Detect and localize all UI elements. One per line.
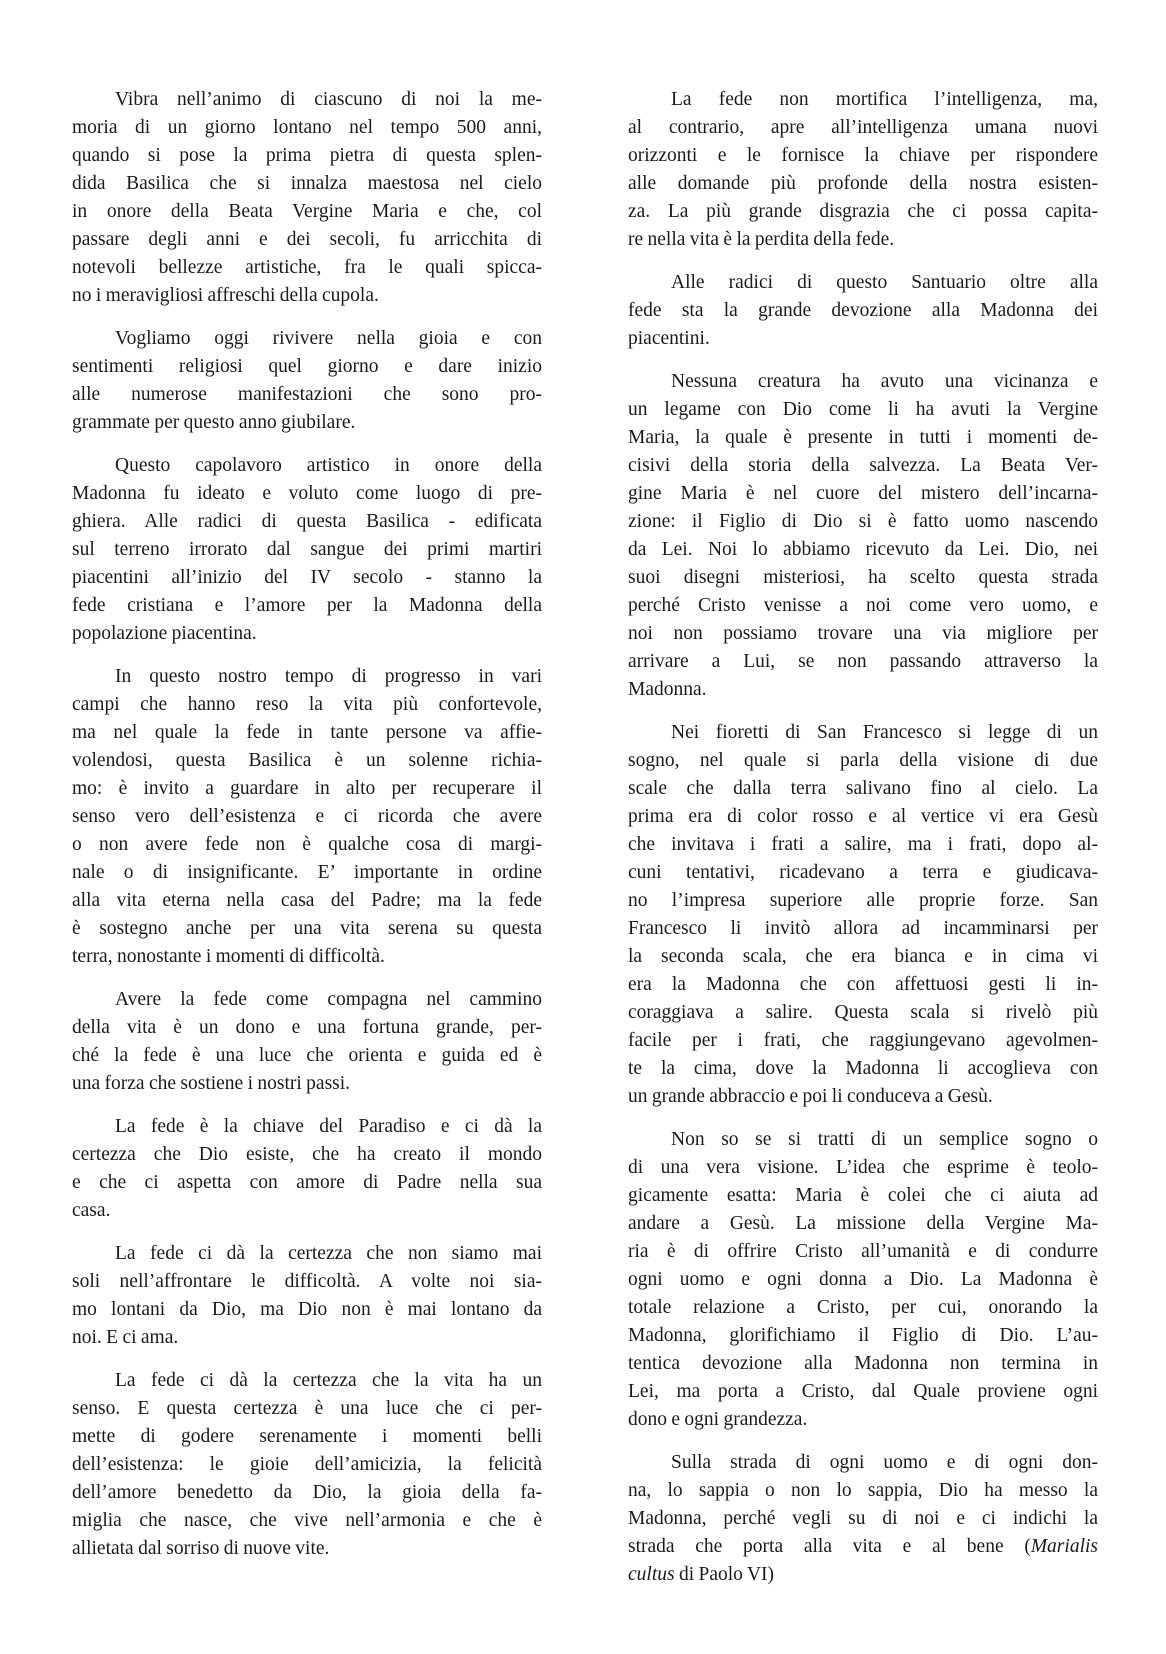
- text-line: senso vero dell’esistenza e ci ricorda che avere: [72, 806, 542, 827]
- text-line: una forza che sostiene i nostri passi.: [72, 1073, 351, 1094]
- text-line: alle domande più profonde della nostra esisten-: [628, 173, 1098, 194]
- text-line: miglia che nasce, che vive nell’armonia e che è: [72, 1510, 542, 1531]
- text-line: un grande abbraccio e poi li conduceva a Gesù.: [628, 1086, 993, 1107]
- text-line: che invitava i frati a salire, ma i frati, dopo al-: [628, 834, 1098, 855]
- text-line: noi. E ci ama.: [72, 1327, 179, 1348]
- text-line: o non avere fede non è qualche cosa di margi-: [72, 834, 542, 855]
- text-line: suoi disegni misteriosi, ha scelto questa strada: [628, 567, 1098, 588]
- text-line: un legame con Dio come li ha avuti la Vergine: [628, 399, 1098, 420]
- text-line: Vogliamo oggi rivivere nella gioia e con: [115, 328, 542, 349]
- text-line: gine Maria è nel cuore del mistero dell’incarna-: [628, 483, 1098, 504]
- text-line: Lei, ma porta a Cristo, dal Quale proviene ogni: [628, 1381, 1098, 1402]
- text-line: sul terreno irrorato dal sangue dei primi martiri: [72, 539, 542, 560]
- paragraph: [628, 368, 1098, 704]
- text-line: tentica devozione alla Madonna non termina in: [628, 1353, 1098, 1374]
- text-line: al contrario, apre all’intelligenza umana nuovi: [628, 117, 1098, 138]
- text-line: popolazione piacentina.: [72, 623, 257, 644]
- text-line: fede cristiana e l’amore per la Madonna della: [72, 595, 542, 616]
- text-line: era la Madonna che con affettuosi gesti li in-: [628, 974, 1098, 995]
- text-line: scale che dalla terra salivano fino al cielo. La: [628, 778, 1098, 799]
- text-line: Vibra nell’animo di ciascuno di noi la me-: [115, 89, 542, 110]
- text-line: cultus di Paolo VI): [628, 1564, 775, 1585]
- paragraph: [628, 1126, 1098, 1434]
- text-line: no i meravigliosi affreschi della cupola.: [72, 285, 379, 306]
- text-line: nale o di insignificante. E’ importante in ordine: [72, 862, 542, 883]
- text-line: coraggiava a salire. Questa scala si rivelò più: [628, 1002, 1098, 1023]
- text-line: facile per i frati, che raggiungevano agevolmen-: [628, 1030, 1098, 1051]
- paragraph: [72, 986, 542, 1098]
- text-line: certezza che Dio esiste, che ha creato il mondo: [72, 1144, 542, 1165]
- text-line: mo: è invito a guardare in alto per recuperare il: [72, 778, 542, 799]
- text-line: strada che porta alla vita e al bene (Marialis: [628, 1536, 1098, 1557]
- text-line: Francesco li invitò allora ad incamminarsi per: [628, 918, 1098, 939]
- text-line: ria è di offrire Cristo all’umanità e di condurre: [628, 1241, 1098, 1262]
- text-line: Questo capolavoro artistico in onore della: [115, 455, 542, 476]
- paragraph: [628, 719, 1098, 1111]
- paragraph: [628, 1449, 1098, 1589]
- text-line: re nella vita è la perdita della fede.: [628, 229, 895, 250]
- text-line: perché Cristo venisse a noi come vero uomo, e: [628, 595, 1098, 616]
- column-left: [72, 86, 542, 1589]
- text-line: fede sta la grande devozione alla Madonna dei: [628, 300, 1098, 321]
- text-line: soli nell’affrontare le difficoltà. A volte noi sia-: [72, 1271, 542, 1292]
- text-line: totale relazione a Cristo, per cui, onorando la: [628, 1297, 1098, 1318]
- text-line: orizzonti e le fornisce la chiave per rispondere: [628, 145, 1098, 166]
- text-line: campi che hanno reso la vita più confortevole,: [72, 694, 542, 715]
- text-line: Madonna fu ideato e voluto come luogo di pre-: [72, 483, 542, 504]
- text-line: in onore della Beata Vergine Maria e che, col: [72, 201, 542, 222]
- paragraph: [72, 1113, 542, 1225]
- paragraph: [72, 86, 542, 310]
- text-line: te la cima, dove la Madonna li accoglieva con: [628, 1058, 1098, 1079]
- text-line: La fede non mortifica l’intelligenza, ma,: [671, 89, 1098, 110]
- text-line: di una vera visione. L’idea che esprime è teolo-: [628, 1157, 1098, 1178]
- text-line: notevoli bellezze artistiche, fra le quali spicca-: [72, 257, 542, 278]
- text-line: casa.: [72, 1200, 111, 1221]
- text-line: moria di un giorno lontano nel tempo 500 anni,: [72, 117, 542, 138]
- text-line: alla vita eterna nella casa del Padre; ma la fede: [72, 890, 542, 911]
- text-line: andare a Gesù. La missione della Vergine Ma-: [628, 1213, 1098, 1234]
- paragraph: [628, 86, 1098, 254]
- text-line: Nessuna creatura ha avuto una vicinanza e: [671, 371, 1098, 392]
- text-line: prima era di color rosso e al vertice vi era Gesù: [628, 806, 1098, 827]
- text-line: senso. E questa certezza è una luce che ci per-: [72, 1398, 542, 1419]
- text-line: mette di godere serenamente i momenti belli: [72, 1426, 542, 1447]
- text-line: In questo nostro tempo di progresso in vari: [115, 666, 542, 687]
- text-line: La fede ci dà la certezza che non siamo mai: [115, 1243, 542, 1264]
- text-line: piacentini all’inizio del IV secolo - stanno la: [72, 567, 542, 588]
- paragraph: [628, 269, 1098, 353]
- text-line: la seconda scala, che era bianca e in cima vi: [628, 946, 1098, 967]
- text-line: ché la fede è una luce che orienta e guida ed è: [72, 1045, 542, 1066]
- text-line: allietata dal sorriso di nuove vite.: [72, 1538, 330, 1559]
- text-line: na, lo sappia o non lo sappia, Dio ha messo la: [628, 1480, 1098, 1501]
- text-line: da Lei. Noi lo abbiamo ricevuto da Lei. Dio, nei: [628, 539, 1098, 560]
- text-line: Madonna, perché vegli su di noi e ci indichi la: [628, 1508, 1098, 1529]
- paragraph: [72, 1240, 542, 1352]
- text-line: Sulla strada di ogni uomo e di ogni don-: [671, 1452, 1098, 1473]
- text-line: noi non possiamo trovare una via migliore per: [628, 623, 1098, 644]
- text-line: Maria, la quale è presente in tutti i momenti de-: [628, 427, 1098, 448]
- text-line: ma nel quale la fede in tante persone va affie-: [72, 722, 542, 743]
- text-line: alle numerose manifestazioni che sono pro-: [72, 384, 542, 405]
- text-line: arrivare a Lui, se non passando attraverso la: [628, 651, 1098, 672]
- text-line: ogni uomo e ogni donna a Dio. La Madonna è: [628, 1269, 1098, 1290]
- text-line: za. La più grande disgrazia che ci possa capita-: [628, 201, 1098, 222]
- text-line: no l’impresa superiore alle proprie forze. San: [628, 890, 1098, 911]
- text-line: mo lontani da Dio, ma Dio non è mai lontano da: [72, 1299, 542, 1320]
- text-line: della vita è un dono e una fortuna grande, per-: [72, 1017, 542, 1038]
- text-line: è sostegno anche per una vita serena su questa: [72, 918, 542, 939]
- text-line: piacentini.: [628, 328, 710, 349]
- text-line: Nei fioretti di San Francesco si legge di un: [671, 722, 1098, 743]
- text-line: Non so se si tratti di un semplice sogno o: [671, 1129, 1098, 1150]
- column-right: [628, 86, 1098, 1589]
- text-line: La fede ci dà la certezza che la vita ha un: [115, 1370, 542, 1391]
- text-line: gicamente esatta: Maria è colei che ci aiuta ad: [628, 1185, 1098, 1206]
- text-line: dell’esistenza: le gioie dell’amicizia, la felicità: [72, 1454, 542, 1475]
- text-line: dono e ogni grandezza.: [628, 1409, 808, 1430]
- text-columns: [72, 86, 1098, 1589]
- text-line: La fede è la chiave del Paradiso e ci dà la: [115, 1116, 542, 1137]
- text-line: Alle radici di questo Santuario oltre alla: [671, 272, 1098, 293]
- text-line: Madonna, glorifichiamo il Figlio di Dio. L’au-: [628, 1325, 1098, 1346]
- text-line: ghiera. Alle radici di questa Basilica - edificata: [72, 511, 542, 532]
- text-line: Madonna.: [628, 679, 707, 700]
- text-line: quando si pose la prima pietra di questa splen-: [72, 145, 542, 166]
- text-line: terra, nonostante i momenti di difficoltà.: [72, 946, 385, 967]
- paragraph: [72, 663, 542, 971]
- text-line: sogno, nel quale si parla della visione di due: [628, 750, 1098, 771]
- text-line: dell’amore benedetto da Dio, la gioia della fa-: [72, 1482, 542, 1503]
- text-line: sentimenti religiosi quel giorno e dare inizio: [72, 356, 542, 377]
- paragraph: [72, 1367, 542, 1563]
- paragraph: [72, 452, 542, 648]
- text-line: cuni tentativi, ricadevano a terra e giudicava-: [628, 862, 1098, 883]
- text-line: Avere la fede come compagna nel cammino: [115, 989, 542, 1010]
- text-line: volendosi, questa Basilica è un solenne richia-: [72, 750, 542, 771]
- text-line: cisivi della storia della salvezza. La Beata Ver-: [628, 455, 1098, 476]
- text-line: dida Basilica che si innalza maestosa nel cielo: [72, 173, 542, 194]
- text-line: grammate per questo anno giubilare.: [72, 412, 356, 433]
- text-line: e che ci aspetta con amore di Padre nella sua: [72, 1172, 542, 1193]
- text-line: passare degli anni e dei secoli, fu arricchita di: [72, 229, 542, 250]
- text-line: zione: il Figlio di Dio si è fatto uomo nascendo: [628, 511, 1098, 532]
- paragraph: [72, 325, 542, 437]
